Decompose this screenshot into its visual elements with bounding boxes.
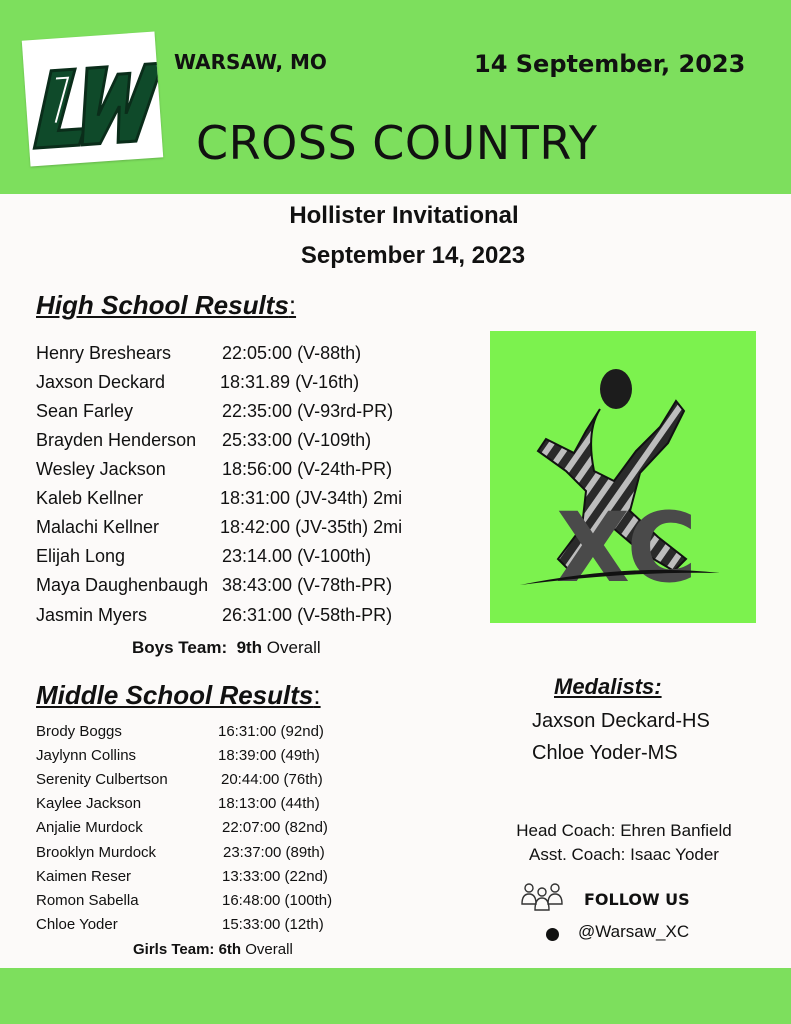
social-handle[interactable]: @Warsaw_XC [578, 922, 690, 941]
athlete-result: 18:56:00 (V-24th-PR) [222, 459, 393, 479]
athlete-name: Kaleb Kellner [36, 488, 144, 508]
athlete-result: 23:14.00 (V-100th) [222, 546, 372, 566]
athlete-result: 20:44:00 (76th) [221, 771, 323, 788]
xc-runner-image [490, 331, 756, 623]
athlete-result: 16:48:00 (100th) [222, 892, 333, 909]
hs-result-row [36, 545, 372, 567]
athlete-result: 38:43:00 (V-78th-PR) [222, 575, 393, 595]
athlete-name: Sean Farley [36, 401, 134, 421]
location: WARSAW, MO [174, 50, 327, 74]
runner-icon [490, 331, 756, 623]
high-school-heading: High School Results: [36, 290, 297, 320]
hs-result-row [36, 516, 403, 538]
ms-result-row [36, 770, 323, 790]
athlete-result: 22:05:00 (V-88th) [222, 343, 362, 363]
page-title: CROSS COUNTRY [196, 116, 598, 170]
ms-result-row [36, 818, 328, 838]
athlete-result: 13:33:00 (22nd) [222, 868, 328, 885]
ms-result-row [36, 843, 325, 863]
medalist-ms: Chloe Yoder-MS [532, 742, 678, 764]
athlete-result: 23:37:00 (89th) [223, 844, 325, 861]
athlete-name: Henry Breshears [36, 343, 172, 363]
people-icon [520, 880, 564, 914]
follow-us-label: FOLLOW US [584, 890, 690, 909]
athlete-name: Maya Daughenbaugh [36, 575, 209, 595]
boys-team-result: Boys Team: 9th Overall [132, 638, 321, 657]
ms-result-row [36, 794, 320, 814]
medalist-hs: Jaxson Deckard-HS [532, 710, 710, 732]
athlete-name: Romon Sabella [36, 892, 139, 909]
footer-banner [0, 968, 791, 1024]
hs-result-row [36, 487, 403, 509]
athlete-result: 18:31:00 (JV-34th) 2mi [220, 488, 403, 508]
athlete-name: Anjalie Murdock [36, 819, 143, 836]
athlete-name: Brody Boggs [36, 723, 122, 740]
athlete-name: Brayden Henderson [36, 430, 197, 450]
athlete-name: Jaxson Deckard [36, 372, 166, 392]
athlete-result: 18:42:00 (JV-35th) 2mi [220, 517, 403, 537]
event-name: Hollister Invitational [289, 202, 519, 229]
athlete-result: 22:35:00 (V-93rd-PR) [222, 401, 394, 421]
header-date: 14 September, 2023 [474, 50, 746, 78]
girls-team-result: Girls Team: 6th Overall [133, 941, 293, 958]
medalists-heading: Medalists: [554, 674, 662, 699]
ms-result-row [36, 891, 333, 911]
athlete-result: 22:07:00 (82nd) [222, 819, 328, 836]
athlete-result: 18:39:00 (49th) [218, 747, 320, 764]
athlete-name: Serenity Culbertson [36, 771, 168, 788]
hs-result-row [36, 429, 372, 451]
lw-logo-icon [22, 32, 163, 167]
athlete-name: Malachi Kellner [36, 517, 160, 537]
hs-result-row [36, 574, 393, 596]
athlete-name: Chloe Yoder [36, 916, 118, 933]
bullet-icon [546, 928, 559, 941]
assistant-coach: Asst. Coach: Isaac Yoder [529, 845, 719, 864]
hs-result-row [36, 342, 362, 364]
athlete-result: 18:31.89 (V-16th) [220, 372, 360, 392]
hs-result-row [36, 371, 360, 393]
athlete-result: 26:31:00 (V-58th-PR) [222, 605, 393, 625]
athlete-name: Wesley Jackson [36, 459, 166, 479]
athlete-name: Kaylee Jackson [36, 795, 142, 812]
school-logo [22, 32, 163, 167]
athlete-name: Jasmin Myers [36, 605, 148, 625]
middle-school-heading: Middle School Results: [36, 680, 321, 710]
ms-result-row [36, 915, 324, 935]
head-coach: Head Coach: Ehren Banfield [516, 821, 732, 840]
ms-result-row [36, 722, 324, 742]
athlete-name: Jaylynn Collins [36, 747, 137, 764]
hs-result-row [36, 604, 393, 626]
ms-result-row [36, 867, 328, 887]
athlete-name: Brooklyn Murdock [36, 844, 157, 861]
hs-result-row [36, 458, 393, 480]
athlete-result: 18:13:00 (44th) [218, 795, 320, 812]
athlete-result: 16:31:00 (92nd) [218, 723, 324, 740]
hs-result-row [36, 400, 394, 422]
athlete-name: Elijah Long [36, 546, 126, 566]
ms-result-row [36, 746, 320, 766]
xc-text: XC [556, 492, 698, 604]
event-date: September 14, 2023 [300, 242, 526, 269]
logo-text: LW [21, 40, 24, 42]
athlete-result: 25:33:00 (V-109th) [222, 430, 372, 450]
athlete-result: 15:33:00 (12th) [222, 916, 324, 933]
athlete-name: Kaimen Reser [36, 868, 132, 885]
